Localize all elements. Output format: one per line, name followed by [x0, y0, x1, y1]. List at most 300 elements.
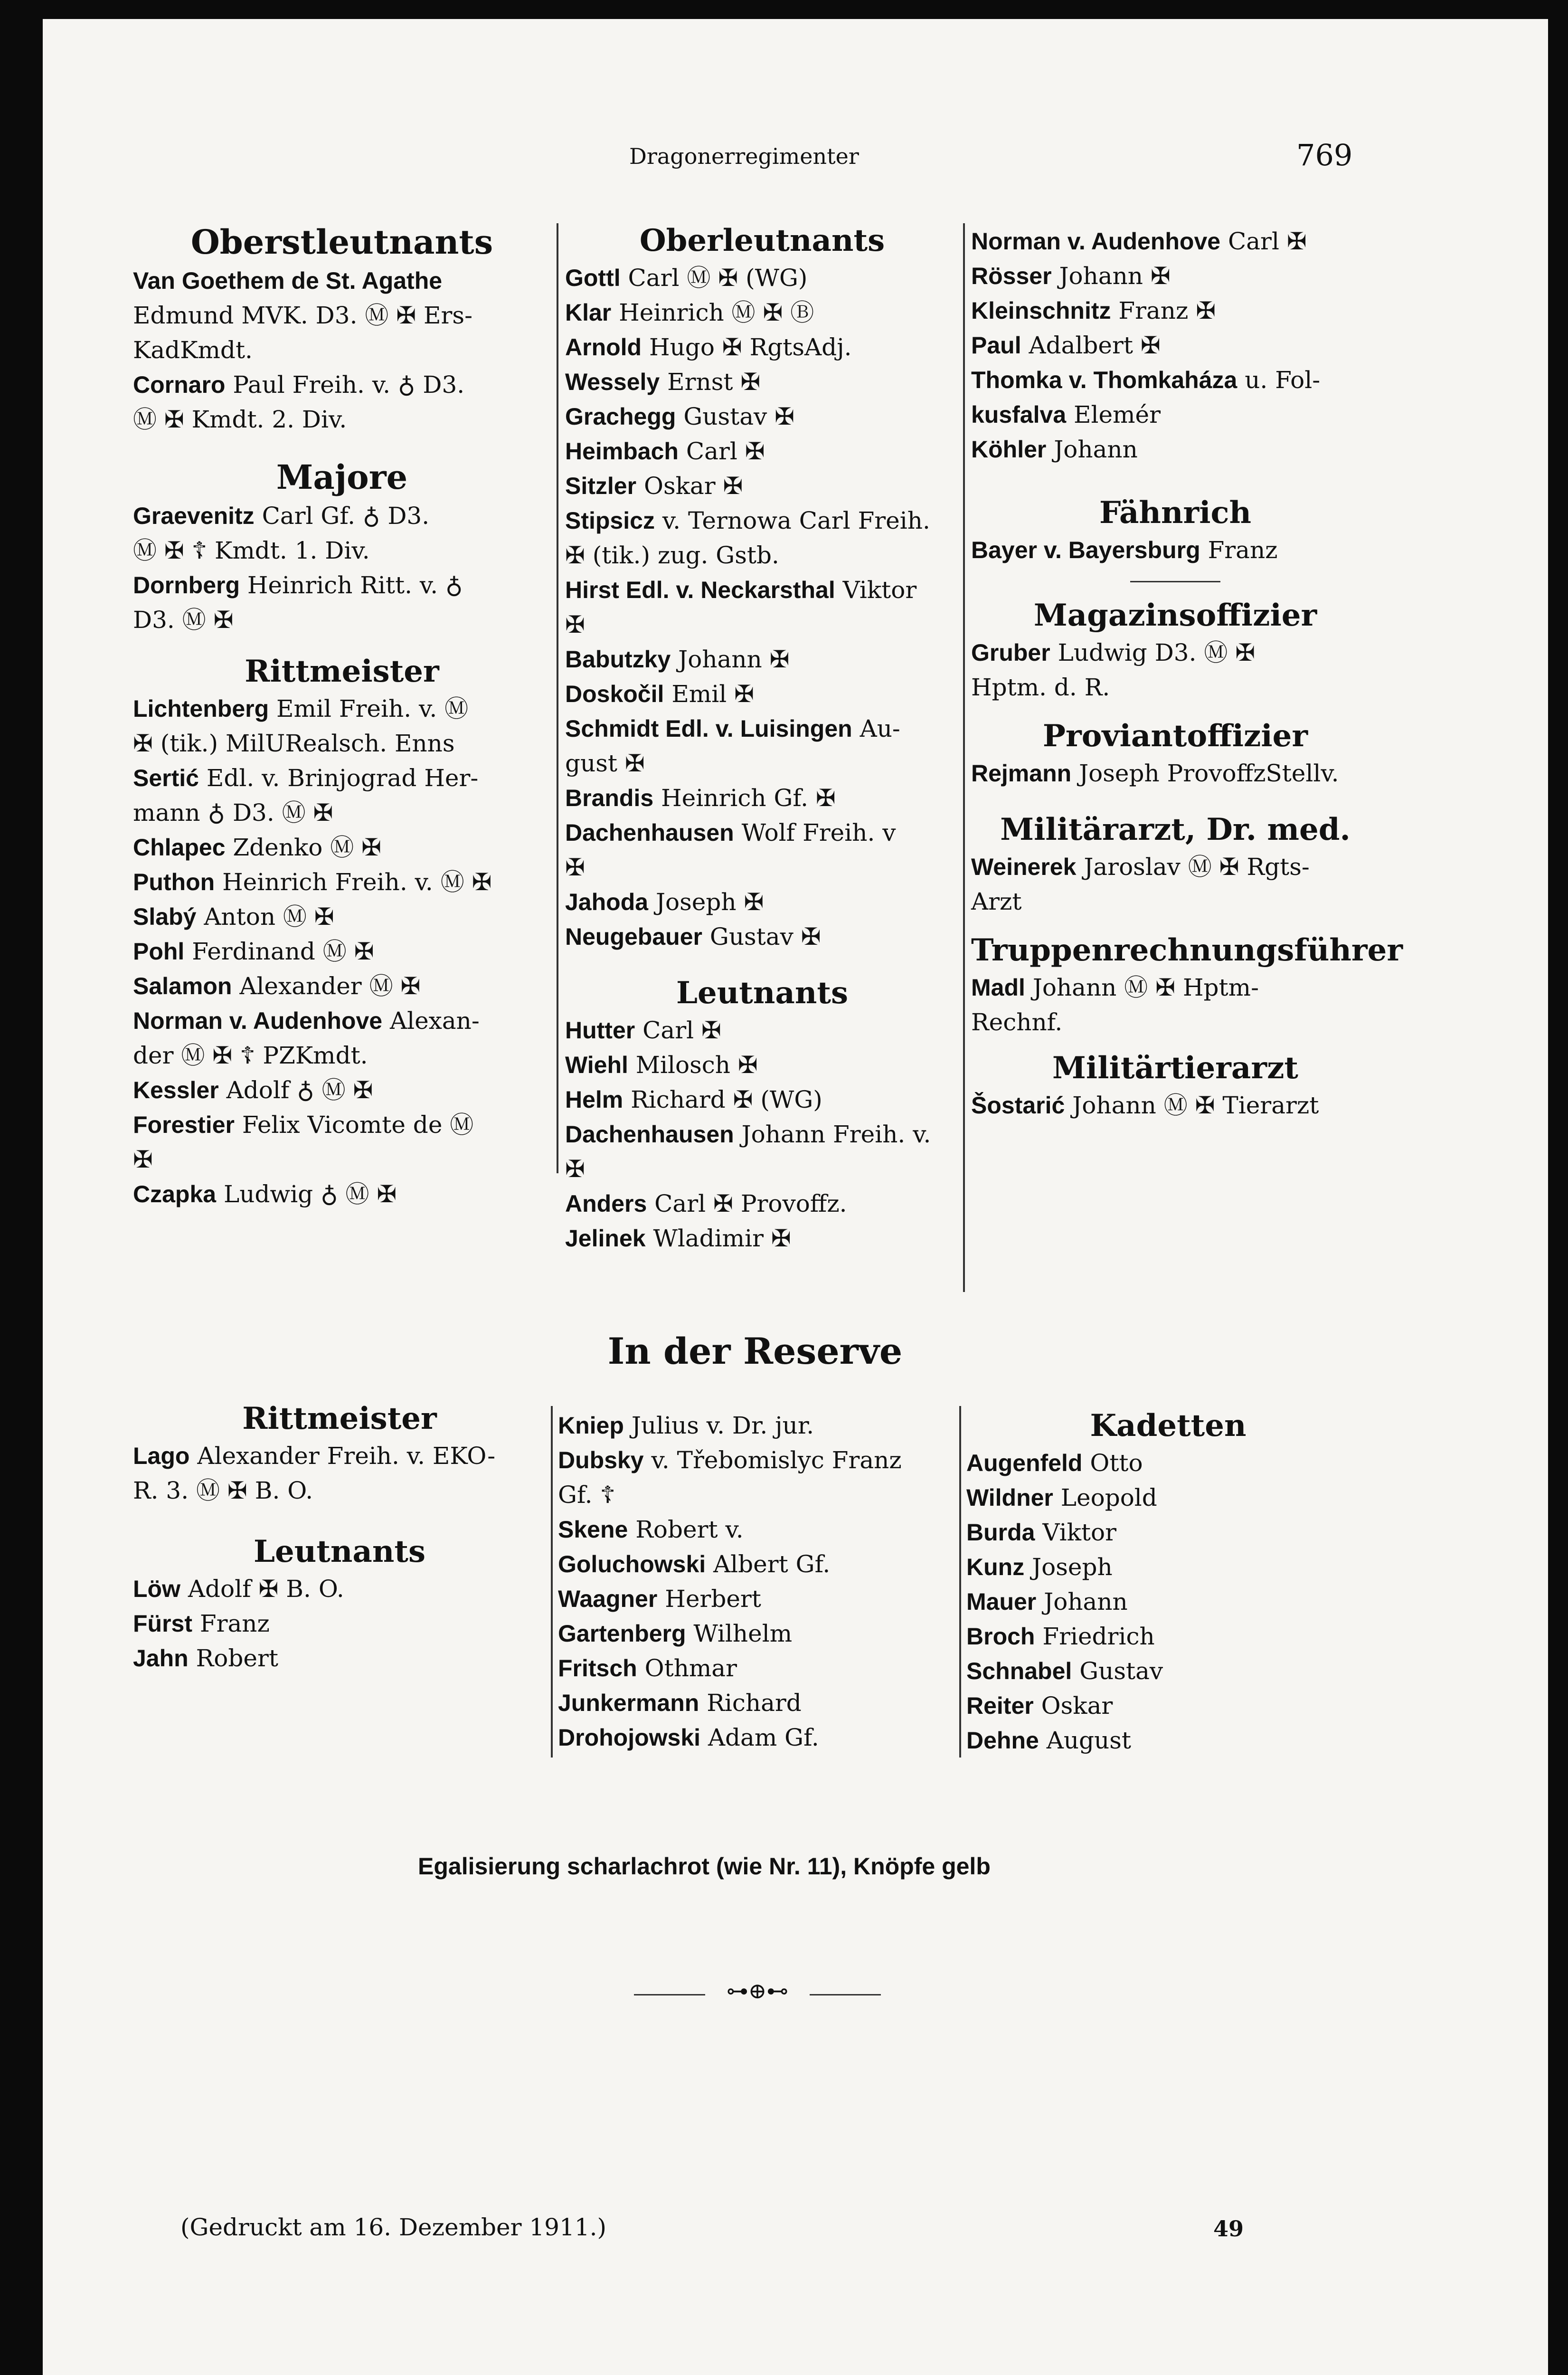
surname: Klar — [565, 299, 612, 326]
entry-detail: Elemér — [1074, 401, 1161, 428]
entry-detail: Johann — [1044, 1588, 1128, 1615]
entry-line — [133, 1572, 546, 1606]
entry-detail: Ludwig ♁ Ⓜ ✠ — [223, 1180, 397, 1208]
entry-line — [565, 399, 959, 434]
surname: Goluchowski — [558, 1551, 706, 1577]
entry-line — [133, 796, 551, 830]
surname: Waagner — [558, 1586, 658, 1612]
entry-detail: Heinrich Ritt. v. ♁ — [247, 571, 463, 599]
surname: Drohojowski — [558, 1724, 701, 1751]
entry-detail: Carl Gf. ♁ D3. — [262, 502, 430, 530]
entry-detail: KadKmdt. — [133, 336, 253, 364]
entry-detail: v. Třebomislyc Franz — [651, 1446, 902, 1474]
entry-line — [558, 1616, 957, 1651]
surname: Sertić — [133, 765, 199, 791]
surname: Dachenhausen — [565, 819, 734, 846]
entry-line — [565, 1152, 959, 1187]
entry-line — [133, 533, 551, 568]
entry-line — [133, 761, 551, 796]
entry-line — [971, 756, 1379, 791]
surname: Gartenberg — [558, 1620, 686, 1647]
entry-line — [966, 1481, 1370, 1515]
entry-line — [133, 603, 551, 637]
entry-line — [565, 365, 959, 399]
reserve-column-1 — [133, 1399, 546, 1676]
entry-detail: Robert — [196, 1644, 278, 1672]
entry-detail: Robert v. — [635, 1516, 744, 1543]
entry-line — [133, 969, 551, 1004]
entry-line — [971, 670, 1379, 705]
entry-detail: Carl Ⓜ ✠ (WG) — [628, 264, 808, 292]
column-divider — [551, 1406, 553, 1758]
entry-detail: Johann Freih. v. — [741, 1121, 931, 1148]
column-divider — [959, 1406, 961, 1758]
entry-line — [966, 1515, 1370, 1550]
entry-detail: Heinrich Gf. ✠ — [661, 784, 836, 812]
surname: Rejmann — [971, 760, 1072, 787]
entry-line — [565, 1117, 959, 1152]
section-heading: Fähnrich — [1099, 495, 1251, 531]
entry-line — [565, 850, 959, 885]
entry-line — [565, 1048, 959, 1083]
entry-detail: Hugo ✠ RgtsAdj. — [649, 333, 852, 361]
entry-detail: Zdenko Ⓜ ✠ — [233, 834, 382, 861]
entry-detail: Gustav ✠ — [683, 403, 795, 430]
entry-line — [966, 1446, 1370, 1481]
section-heading: Leutnants — [254, 1534, 425, 1569]
surname: Gottl — [565, 265, 621, 291]
entry-detail: Wolf Freih. v — [741, 819, 896, 846]
section-heading: Rittmeister — [242, 1401, 437, 1436]
surname: Pohl — [133, 938, 185, 965]
entry-line — [133, 368, 551, 402]
entry-detail: Richard — [707, 1689, 802, 1717]
entry-detail: gust ✠ — [565, 750, 645, 777]
entry-line — [565, 295, 959, 330]
surname: Dornberg — [133, 572, 240, 598]
entry-detail: Gustav — [1079, 1657, 1163, 1685]
section-heading: Leutnants — [676, 975, 848, 1011]
surname: Broch — [966, 1623, 1035, 1650]
entry-detail: Oskar — [1041, 1692, 1113, 1720]
entry-detail: Ludwig D3. Ⓜ ✠ — [1058, 639, 1256, 666]
print-date: (Gedruckt am 16. Dezember 1911.) — [180, 2214, 607, 2241]
entry-line — [133, 726, 551, 761]
entry-detail: Herbert — [665, 1585, 761, 1613]
entry-detail: Friedrich — [1042, 1623, 1155, 1650]
surname: Wiehl — [565, 1052, 628, 1078]
surname: Schnabel — [966, 1658, 1072, 1684]
surname: Doskočil — [565, 681, 664, 707]
entry-line — [558, 1582, 957, 1616]
entry-detail: Carl ✠ — [686, 437, 765, 465]
surname: Anders — [565, 1190, 647, 1217]
section-heading: Proviantoffizier — [1042, 718, 1308, 754]
entry-line — [971, 398, 1379, 432]
entry-detail: Franz — [1208, 536, 1278, 564]
surname: Hirst Edl. v. Neckarsthal — [565, 577, 835, 603]
surname: Jelinek — [565, 1225, 646, 1252]
entry-line — [133, 1473, 546, 1508]
entry-detail: Alexan- — [389, 1007, 480, 1035]
entry-line — [565, 816, 959, 850]
surname: Dachenhausen — [565, 1121, 734, 1148]
entry-line — [971, 850, 1379, 884]
surname: Salamon — [133, 973, 232, 999]
entry-line — [558, 1547, 957, 1582]
entry-detail: ✠ — [565, 1155, 585, 1183]
entry-line — [558, 1686, 957, 1720]
section-heading: Oberstleutnants — [190, 222, 493, 262]
surname: Heimbach — [565, 438, 679, 465]
entry-line — [133, 264, 551, 298]
surname: Wildner — [966, 1484, 1053, 1511]
entry-detail: Otto — [1090, 1449, 1143, 1477]
entry-detail: Adolf ✠ B. O. — [188, 1575, 344, 1603]
entry-detail: Gf. ☦ — [558, 1481, 615, 1509]
entry-line — [558, 1443, 957, 1478]
entry-line — [133, 1439, 546, 1473]
entry-line — [133, 298, 551, 333]
entry-detail: v. Ternowa Carl Freih. — [662, 507, 930, 534]
entry-detail: R. 3. Ⓜ ✠ B. O. — [133, 1477, 313, 1504]
entry-line — [565, 1083, 959, 1117]
surname: Burda — [966, 1519, 1035, 1546]
surname: Van Goethem de St. Agathe — [133, 267, 443, 294]
entry-detail: Emil Freih. v. Ⓜ — [276, 695, 469, 722]
list — [971, 1088, 1379, 1123]
entry-detail: Anton Ⓜ ✠ — [204, 903, 334, 931]
entry-detail: Othmar — [644, 1654, 737, 1682]
entry-detail: der Ⓜ ✠ ☦ PZKmdt. — [133, 1042, 368, 1069]
entry-line — [133, 1004, 551, 1038]
surname: Augenfeld — [966, 1450, 1083, 1476]
entry-line — [558, 1651, 957, 1686]
surname: Slabý — [133, 903, 197, 930]
entry-line — [133, 568, 551, 603]
entry-line — [971, 294, 1379, 328]
entry-line — [966, 1550, 1370, 1585]
surname: Neugebauer — [565, 923, 702, 950]
column-divider — [963, 223, 965, 1292]
entry-line — [966, 1689, 1370, 1723]
signature-number: 49 — [1213, 2216, 1244, 2242]
list — [133, 692, 551, 1212]
entry-detail: Edl. v. Brinjograd Her- — [206, 764, 479, 792]
list — [971, 533, 1379, 568]
entry-line — [565, 608, 959, 642]
surname: Kleinschnitz — [971, 297, 1111, 324]
entry-line — [565, 920, 959, 954]
entry-detail: Joseph ✠ — [655, 888, 764, 916]
surname: Reiter — [966, 1692, 1034, 1719]
entry-detail: Wladimir ✠ — [653, 1225, 791, 1252]
surname: Dubsky — [558, 1447, 644, 1473]
entry-line — [133, 1641, 546, 1676]
entry-line — [133, 1142, 551, 1177]
entry-line — [565, 330, 959, 365]
entry-line — [971, 259, 1379, 294]
entry-detail: Arzt — [971, 888, 1022, 915]
surname: Skene — [558, 1516, 628, 1543]
surname: Hutter — [565, 1017, 635, 1044]
entry-detail: Adalbert ✠ — [1029, 332, 1161, 359]
entry-line — [558, 1408, 957, 1443]
entry-line — [558, 1512, 957, 1547]
entry-detail: Edmund MVK. D3. Ⓜ ✠ Ers- — [133, 302, 472, 329]
surname: Thomka v. Thomkaháza — [971, 367, 1237, 393]
entry-line — [971, 533, 1379, 568]
entry-detail: Alexander Freih. v. EKO- — [197, 1442, 496, 1470]
surname: Brandis — [565, 785, 654, 811]
entry-detail: Johann Ⓜ ✠ Hptm- — [1032, 974, 1259, 1001]
entry-line — [971, 884, 1379, 919]
entry-line — [133, 1177, 551, 1212]
surname: Gruber — [971, 639, 1050, 666]
entry-detail: D3. Ⓜ ✠ — [133, 606, 234, 634]
entry-line — [558, 1478, 957, 1512]
list — [971, 850, 1379, 919]
reserve-column-2 — [558, 1408, 957, 1755]
entry-line — [966, 1585, 1370, 1619]
entry-line — [565, 538, 959, 573]
entry-line — [565, 1221, 959, 1256]
surname: Paul — [971, 332, 1021, 359]
entry-detail: Carl ✠ — [1228, 228, 1307, 255]
entry-line — [565, 1013, 959, 1048]
surname: Dehne — [966, 1727, 1039, 1754]
section-heading: Truppenrechnungsführer — [971, 932, 1403, 968]
surname: Junkermann — [558, 1690, 699, 1716]
entry-line — [133, 333, 551, 368]
entry-line — [971, 1005, 1379, 1040]
entry-line — [971, 224, 1379, 259]
entry-detail: Richard ✠ (WG) — [631, 1086, 822, 1113]
entry-detail: Milosch ✠ — [635, 1051, 758, 1079]
entry-detail: Ⓜ ✠ ☦ Kmdt. 1. Div. — [133, 537, 370, 564]
entry-detail: Ferdinand Ⓜ ✠ — [192, 938, 374, 965]
list — [133, 499, 551, 637]
entry-detail: ✠ (tik.) MilURealsch. Enns — [133, 730, 455, 757]
entry-detail: Adam Gf. — [708, 1724, 819, 1751]
entry-detail: Ⓜ ✠ Kmdt. 2. Div. — [133, 406, 347, 433]
column-1 — [133, 221, 551, 1212]
surname: Kniep — [558, 1412, 624, 1439]
surname: Puthon — [133, 869, 215, 895]
entry-detail: mann ♁ D3. Ⓜ ✠ — [133, 799, 333, 826]
surname: Babutzky — [565, 646, 671, 673]
entry-detail: ✠ — [565, 854, 585, 881]
column-2 — [565, 221, 959, 1256]
entry-detail: Alexander Ⓜ ✠ — [239, 972, 421, 1000]
ornament-icon: ⊶⊕⊷ — [705, 1978, 810, 2004]
entry-line — [565, 469, 959, 504]
entry-detail: Gustav ✠ — [709, 923, 821, 950]
entry-line — [133, 1108, 551, 1142]
surname: Norman v. Audenhove — [133, 1007, 383, 1034]
surname: Bayer v. Bayersburg — [971, 537, 1200, 563]
surname: Madl — [971, 974, 1025, 1001]
entry-detail: Au- — [860, 715, 900, 742]
entry-detail: Franz ✠ — [1118, 297, 1216, 324]
entry-line — [966, 1723, 1370, 1758]
list — [971, 970, 1379, 1040]
entry-detail: Carl ✠ Provoffz. — [654, 1190, 847, 1217]
entry-line — [966, 1654, 1370, 1689]
surname: Helm — [565, 1086, 623, 1113]
entry-detail: Ernst ✠ — [667, 368, 761, 396]
surname: Stipsicz — [565, 507, 655, 534]
entry-detail: Viktor — [842, 576, 917, 604]
entry-line — [133, 402, 551, 437]
running-title: Dragonerregimenter — [629, 143, 859, 169]
ornament-divider — [634, 1978, 881, 2004]
page-number: 769 — [1296, 138, 1353, 172]
list — [971, 636, 1379, 705]
entry-detail: Adolf ♁ Ⓜ ✠ — [226, 1076, 373, 1104]
entry-detail: Johann Ⓜ ✠ Tierarzt — [1072, 1092, 1319, 1119]
entry-detail: Emil ✠ — [671, 680, 754, 708]
entry-line — [133, 934, 551, 969]
section-heading: Magazinsoffizier — [1033, 598, 1317, 633]
surname: Forestier — [133, 1112, 235, 1138]
surname: kusfalva — [971, 401, 1067, 428]
list — [565, 1013, 959, 1256]
entry-detail: Jaroslav Ⓜ ✠ Rgts- — [1084, 853, 1310, 881]
surname: Lago — [133, 1443, 190, 1469]
surname: Šostarić — [971, 1092, 1065, 1119]
entry-line — [133, 865, 551, 900]
surname: Jahoda — [565, 889, 649, 915]
entry-detail: ✠ (tik.) zug. Gstb. — [565, 542, 779, 569]
section-heading: Oberleutnants — [639, 223, 885, 258]
section-heading: Majore — [276, 457, 408, 497]
entry-detail: Julius v. Dr. jur. — [631, 1412, 814, 1439]
column-divider — [557, 223, 558, 1173]
entry-line — [565, 746, 959, 781]
reserve-heading: In der Reserve — [607, 1330, 903, 1372]
surname: Czapka — [133, 1181, 217, 1207]
entry-line — [558, 1720, 957, 1755]
short-rule — [1130, 581, 1220, 582]
section-heading: Militärtierarzt — [1052, 1050, 1298, 1086]
entry-detail: Felix Vicomte de Ⓜ — [242, 1111, 474, 1139]
surname: Fürst — [133, 1610, 192, 1637]
entry-detail: Wilhelm — [693, 1620, 793, 1647]
surname: Schmidt Edl. v. Luisingen — [565, 715, 852, 742]
surname: Sitzler — [565, 473, 637, 499]
entry-line — [971, 1088, 1379, 1123]
entry-line — [133, 1038, 551, 1073]
list — [565, 261, 959, 954]
entry-line — [971, 328, 1379, 363]
entry-detail: Johann — [1054, 436, 1138, 463]
entry-detail: Heinrich Freih. v. Ⓜ ✠ — [222, 868, 492, 896]
entry-detail: u. Fol- — [1245, 366, 1321, 394]
surname: Cornaro — [133, 371, 226, 398]
section-heading: Rittmeister — [245, 654, 439, 689]
list — [966, 1446, 1370, 1758]
entry-line — [133, 1073, 551, 1108]
entry-line — [971, 636, 1379, 670]
entry-detail: Franz — [199, 1610, 270, 1637]
entry-line — [565, 1187, 959, 1221]
surname: Kunz — [966, 1554, 1025, 1580]
entry-detail: ✠ — [133, 1146, 153, 1173]
entry-detail: Joseph ProvoffzStellv. — [1079, 760, 1339, 787]
surname: Fritsch — [558, 1655, 637, 1682]
surname: Jahn — [133, 1645, 189, 1672]
entry-detail: ✠ — [565, 611, 585, 638]
entry-detail: Oskar ✠ — [643, 472, 743, 500]
entry-line — [966, 1619, 1370, 1654]
section-heading: Militärarzt, Dr. med. — [1000, 812, 1351, 847]
entry-detail: Albert Gf. — [713, 1550, 831, 1578]
entry-line — [565, 261, 959, 295]
entry-line — [565, 504, 959, 538]
entry-detail: Hptm. d. R. — [971, 674, 1110, 701]
entry-line — [133, 830, 551, 865]
list — [971, 224, 1379, 467]
entry-line — [565, 781, 959, 816]
list — [971, 756, 1379, 791]
entry-line — [133, 900, 551, 934]
entry-line — [565, 712, 959, 746]
entry-line — [971, 432, 1379, 467]
entry-detail: August — [1046, 1727, 1131, 1754]
surname: Wessely — [565, 369, 660, 395]
surname: Arnold — [565, 334, 642, 361]
list — [133, 1572, 546, 1676]
surname: Kessler — [133, 1077, 219, 1103]
section-heading: Kadetten — [1090, 1408, 1247, 1444]
list — [133, 264, 551, 437]
surname: Chlapec — [133, 834, 226, 861]
entry-line — [565, 677, 959, 712]
page — [43, 19, 1548, 2375]
entry-detail: Leopold — [1060, 1484, 1157, 1511]
entry-line — [565, 642, 959, 677]
surname: Norman v. Audenhove — [971, 228, 1221, 255]
entry-line — [565, 434, 959, 469]
entry-detail: Viktor — [1042, 1519, 1116, 1546]
list — [133, 1439, 546, 1508]
list — [558, 1408, 957, 1755]
entry-line — [971, 363, 1379, 398]
entry-line — [565, 885, 959, 920]
egalisierung-note: Egalisierung scharlachrot (wie Nr. 11), Knöpfe gelb — [418, 1853, 991, 1880]
surname: Graevenitz — [133, 503, 255, 529]
surname: Weinerek — [971, 854, 1077, 880]
surname: Köhler — [971, 436, 1047, 463]
surname: Mauer — [966, 1588, 1037, 1615]
entry-line — [565, 573, 959, 608]
entry-detail: Rechnf. — [971, 1008, 1063, 1036]
entry-line — [133, 499, 551, 533]
entry-line — [133, 692, 551, 726]
entry-detail: Johann ✠ — [1059, 262, 1171, 290]
surname: Rösser — [971, 263, 1052, 289]
entry-detail: Joseph — [1032, 1553, 1113, 1581]
entry-detail: Johann ✠ — [678, 646, 790, 673]
column-3 — [971, 224, 1403, 1123]
entry-detail: Heinrich Ⓜ ✠ Ⓑ — [619, 299, 814, 326]
reserve-column-3 — [966, 1406, 1370, 1758]
entry-detail: Paul Freih. v. ♁ D3. — [233, 371, 465, 399]
surname: Lichtenberg — [133, 695, 269, 722]
surname: Grachegg — [565, 403, 676, 430]
entry-line — [133, 1606, 546, 1641]
